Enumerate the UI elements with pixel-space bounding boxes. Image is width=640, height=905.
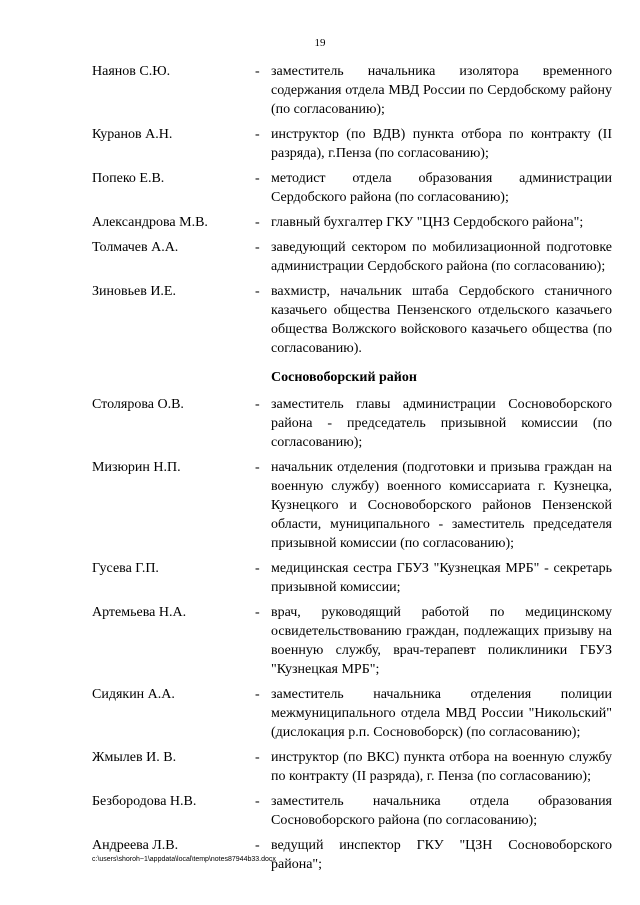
list-item	[92, 458, 612, 553]
member-role: вахмистр, начальник штаба Сердобского станичного казачьего общества Пензенского отдельского казачьего общества Волжского войскового казачьего общества (по согласованию).	[271, 284, 612, 356]
member-name: Зиновьев И.Е.	[92, 284, 176, 299]
member-role: врач, руководящий работой по медицинскому освидетельствованию граждан, подлежащих призыву на военную службу, врач-терапевт поликлиники ГБУЗ "Кузнецкая МРБ";	[271, 605, 612, 677]
member-name: Куранов А.Н.	[92, 127, 173, 142]
member-role: заместитель начальника отделения полиции межмуниципального отдела МВД России "Никольский" (дислокация р.п. Сосновоборск) (по согласованию);	[271, 687, 612, 740]
member-role: ведущий инспектор ГКУ "ЦЗН Сосновоборского района";	[271, 838, 612, 872]
member-role: инструктор (по ВКС) пункта отбора на военную службу по контракту (II разряда), г. Пенза (по согласованию);	[271, 750, 612, 784]
dash-separator: -	[255, 171, 260, 186]
member-role: инструктор (по ВДВ) пункта отбора по контракту (II разряда), г.Пенза (по согласованию);	[271, 127, 612, 161]
list-item	[92, 282, 612, 358]
member-name: Андреева Л.В.	[92, 838, 179, 853]
dash-separator: -	[255, 127, 260, 142]
member-name: Жмылев И. В.	[92, 750, 177, 765]
dash-separator: -	[255, 750, 260, 765]
dash-separator: -	[255, 605, 260, 620]
dash-separator: -	[255, 794, 260, 809]
member-role: главный бухгалтер ГКУ "ЦНЗ Сердобского района";	[271, 215, 584, 230]
document-body	[92, 62, 612, 880]
member-name: Гусева Г.П.	[92, 561, 159, 576]
list-item	[92, 62, 612, 119]
member-role: заведующий сектором по мобилизационной подготовке администрации Сердобского района (по согласованию);	[271, 240, 612, 274]
file-path-footer: c:\users\shoroh~1\appdata\local\temp\notes87944b33.docx	[92, 856, 276, 863]
list-item	[92, 169, 612, 207]
list-item	[92, 685, 612, 742]
dash-separator: -	[255, 561, 260, 576]
section-heading: Сосновоборский район	[271, 370, 417, 385]
member-name: Наянов С.Ю.	[92, 64, 171, 79]
dash-separator: -	[255, 215, 260, 230]
dash-separator: -	[255, 240, 260, 255]
list-item	[92, 238, 612, 276]
list-item	[92, 792, 612, 830]
member-role: медицинская сестра ГБУЗ "Кузнецкая МРБ" - секретарь призывной комиссии;	[271, 561, 612, 595]
member-role: заместитель начальника изолятора временного содержания отдела МВД России по Сердобскому району (по согласованию);	[271, 64, 612, 117]
member-name: Толмачев А.А.	[92, 240, 179, 255]
list-item	[92, 395, 612, 452]
member-name: Артемьева Н.А.	[92, 605, 187, 620]
member-role: заместитель начальника отдела образования Сосновоборского района (по согласованию);	[271, 794, 612, 828]
list-item	[92, 559, 612, 597]
list-item	[92, 603, 612, 679]
member-name: Попеко Е.В.	[92, 171, 165, 186]
list-item	[92, 213, 612, 232]
dash-separator: -	[255, 64, 260, 79]
dash-separator: -	[255, 397, 260, 412]
member-name: Мизюрин Н.П.	[92, 460, 181, 475]
member-name: Александрова М.В.	[92, 215, 208, 230]
member-name: Безбородова Н.В.	[92, 794, 197, 809]
dash-separator: -	[255, 838, 260, 853]
member-role: методист отдела образования администрации Сердобского района (по согласованию);	[271, 171, 612, 205]
dash-separator: -	[255, 460, 260, 475]
page-number: 19	[314, 37, 326, 49]
commission-list	[92, 395, 612, 874]
list-item	[92, 836, 612, 874]
member-role: заместитель главы администрации Сосновоборского района - председатель призывной комиссии (по согласованию);	[271, 397, 612, 450]
member-name: Столярова О.В.	[92, 397, 184, 412]
list-item	[92, 125, 612, 163]
commission-list	[92, 62, 612, 358]
member-name: Сидякин А.А.	[92, 687, 175, 702]
member-role: начальник отделения (подготовки и призыва граждан на военную службу) военного комиссариата г. Кузнецка, Кузнецкого и Сосновоборского районов Пензенской области, муниципального - заместитель председателя призывной комиссии (по согласованию);	[271, 460, 612, 551]
dash-separator: -	[255, 284, 260, 299]
list-item	[92, 748, 612, 786]
dash-separator: -	[255, 687, 260, 702]
